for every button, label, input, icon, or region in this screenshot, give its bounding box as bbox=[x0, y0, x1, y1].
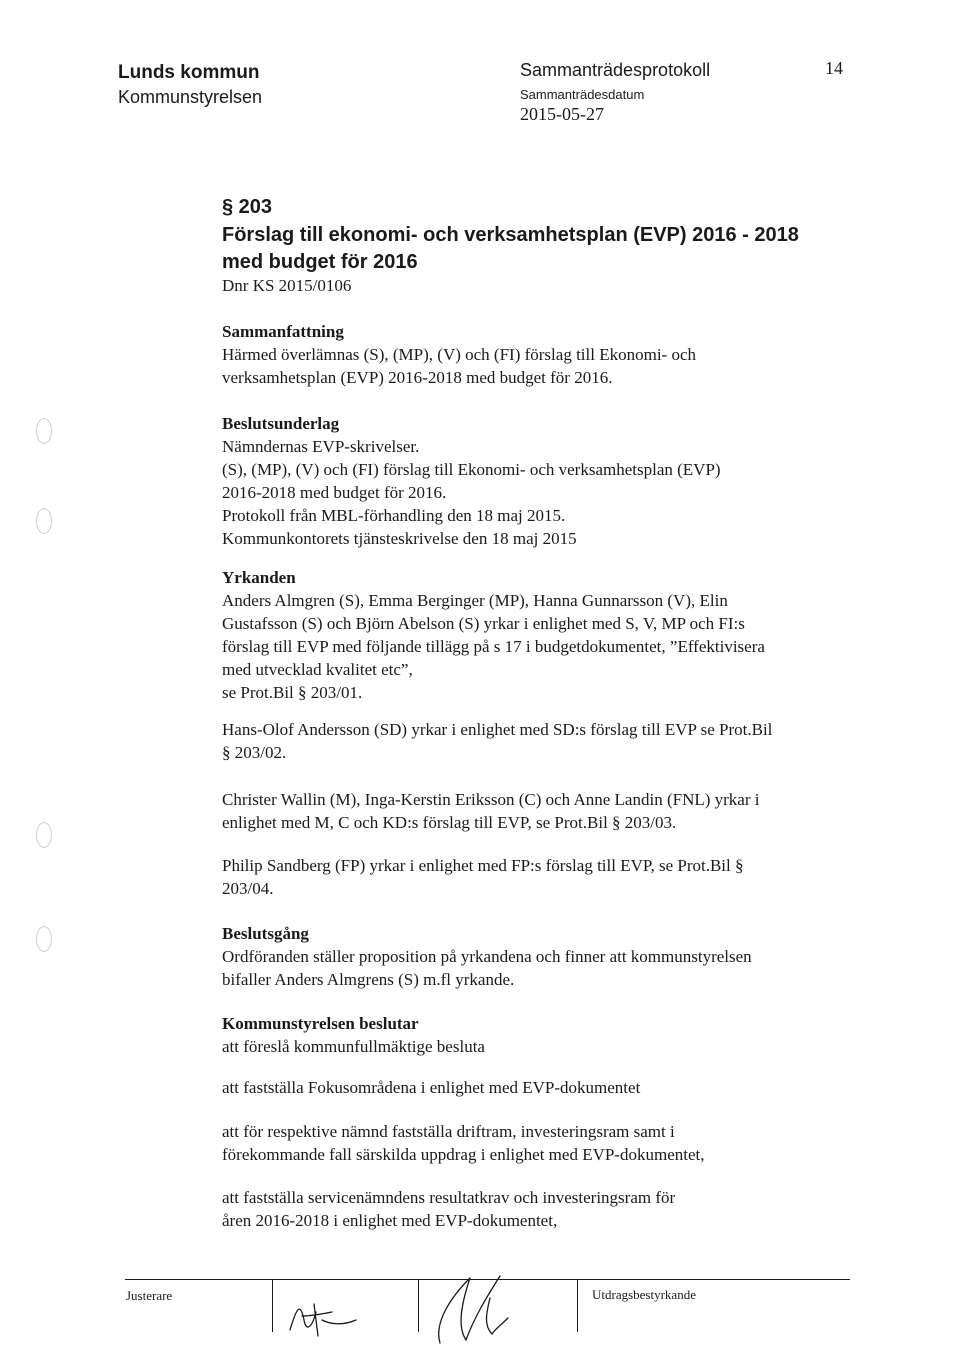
motion-paragraph bbox=[222, 718, 837, 764]
punch-hole bbox=[36, 926, 52, 952]
signature-box-divider bbox=[272, 1280, 273, 1332]
summary-line: verksamhetsplan (EVP) 2016-2018 med budget för 2016. bbox=[222, 368, 613, 387]
motion-paragraph bbox=[222, 788, 837, 834]
resolution-line: åren 2016-2018 i enlighet med EVP-dokumentet, bbox=[222, 1211, 558, 1230]
organization-name: Lunds kommun bbox=[118, 62, 260, 83]
resolution-line: att fastställa Fokusområdena i enlighet med EVP-dokumentet bbox=[222, 1078, 641, 1097]
decision-procedure-heading: Beslutsgång bbox=[222, 924, 309, 943]
motions-heading: Yrkanden bbox=[222, 568, 296, 587]
motion-line: se Prot.Bil § 203/01. bbox=[222, 683, 363, 702]
decision-basis-line: 2016-2018 med budget för 2016. bbox=[222, 483, 447, 502]
signature-box-divider bbox=[577, 1280, 578, 1332]
motion-line: Gustafsson (S) och Björn Abelson (S) yrkar i enlighet med S, V, MP och FI:s bbox=[222, 614, 745, 633]
department-name: Kommunstyrelsen bbox=[118, 87, 263, 107]
resolution-item bbox=[222, 1076, 837, 1099]
motion-line: § 203/02. bbox=[222, 743, 287, 762]
resolution-line: att fastställa servicenämndens resultatkrav och investeringsram för bbox=[222, 1188, 676, 1207]
punch-hole bbox=[36, 508, 52, 534]
summary-section bbox=[222, 320, 837, 389]
motion-line: enlighet med M, C och KD:s förslag till EVP, se Prot.Bil § 203/03. bbox=[222, 813, 677, 832]
decision-basis-section bbox=[222, 412, 837, 550]
signature-initials-1 bbox=[282, 1290, 362, 1345]
decision-procedure-line: Ordföranden ställer proposition på yrkandena och finner att kommunstyrelsen bbox=[222, 947, 752, 966]
page-number: 14 bbox=[825, 58, 843, 78]
decision-procedure-line: bifaller Anders Almgrens (S) m.fl yrkande. bbox=[222, 970, 515, 989]
motion-line: Philip Sandberg (FP) yrkar i enlighet med FP:s förslag till EVP, se Prot.Bil § bbox=[222, 856, 744, 875]
resolution-intro: att föreslå kommunfullmäktige besluta bbox=[222, 1037, 485, 1056]
motion-paragraph bbox=[222, 854, 837, 900]
decision-basis-line: (S), (MP), (V) och (FI) förslag till Ekonomi- och verksamhetsplan (EVP) bbox=[222, 460, 721, 479]
paragraph-number: § 203 bbox=[222, 196, 273, 218]
punch-hole bbox=[36, 418, 52, 444]
summary-heading: Sammanfattning bbox=[222, 322, 344, 341]
resolution-item bbox=[222, 1186, 837, 1232]
resolution-heading: Kommunstyrelsen beslutar bbox=[222, 1014, 419, 1033]
resolution-item bbox=[222, 1120, 837, 1166]
motion-line: med utvecklad kvalitet etc”, bbox=[222, 660, 413, 679]
motion-line: Anders Almgren (S), Emma Berginger (MP), Hanna Gunnarsson (V), Elin bbox=[222, 591, 728, 610]
protocol-label: Sammanträdesprotokoll bbox=[520, 60, 711, 80]
motions-section bbox=[222, 566, 837, 704]
meeting-date-label: Sammanträdesdatum bbox=[520, 87, 645, 102]
adjuster-label: Justerare bbox=[126, 1288, 173, 1303]
summary-line: Härmed överlämnas (S), (MP), (V) och (FI) förslag till Ekonomi- och bbox=[222, 345, 696, 364]
certified-extract-label: Utdragsbestyrkande bbox=[592, 1287, 696, 1302]
case-number: Dnr KS 2015/0106 bbox=[222, 276, 352, 295]
resolution-line: förekommande fall särskilda uppdrag i enlighet med EVP-dokumentet, bbox=[222, 1145, 705, 1164]
motion-line: förslag till EVP med följande tillägg på s 17 i budgetdokumentet, ”Effektivisera bbox=[222, 637, 765, 656]
signature-initials-2 bbox=[430, 1268, 520, 1348]
punch-hole bbox=[36, 822, 52, 848]
resolution-section bbox=[222, 1012, 837, 1058]
decision-basis-line: Kommunkontorets tjänsteskrivelse den 18 maj 2015 bbox=[222, 529, 577, 548]
motion-line: Hans-Olof Andersson (SD) yrkar i enlighet med SD:s förslag till EVP se Prot.Bil bbox=[222, 720, 773, 739]
decision-basis-line: Nämndernas EVP-skrivelser. bbox=[222, 437, 420, 456]
resolution-line: att för respektive nämnd fastställa driftram, investeringsram samt i bbox=[222, 1122, 675, 1141]
decision-basis-line: Protokoll från MBL-förhandling den 18 maj 2015. bbox=[222, 506, 566, 525]
motion-line: 203/04. bbox=[222, 879, 274, 898]
section-title: Förslag till ekonomi- och verksamhetsplan (EVP) 2016 - 2018 med budget för 2016 bbox=[222, 224, 799, 273]
signature-box-divider bbox=[418, 1280, 419, 1332]
decision-procedure-section bbox=[222, 922, 837, 991]
meeting-date: 2015-05-27 bbox=[520, 104, 604, 124]
decision-basis-heading: Beslutsunderlag bbox=[222, 414, 340, 433]
motion-line: Christer Wallin (M), Inga-Kerstin Eriksson (C) och Anne Landin (FNL) yrkar i bbox=[222, 790, 760, 809]
